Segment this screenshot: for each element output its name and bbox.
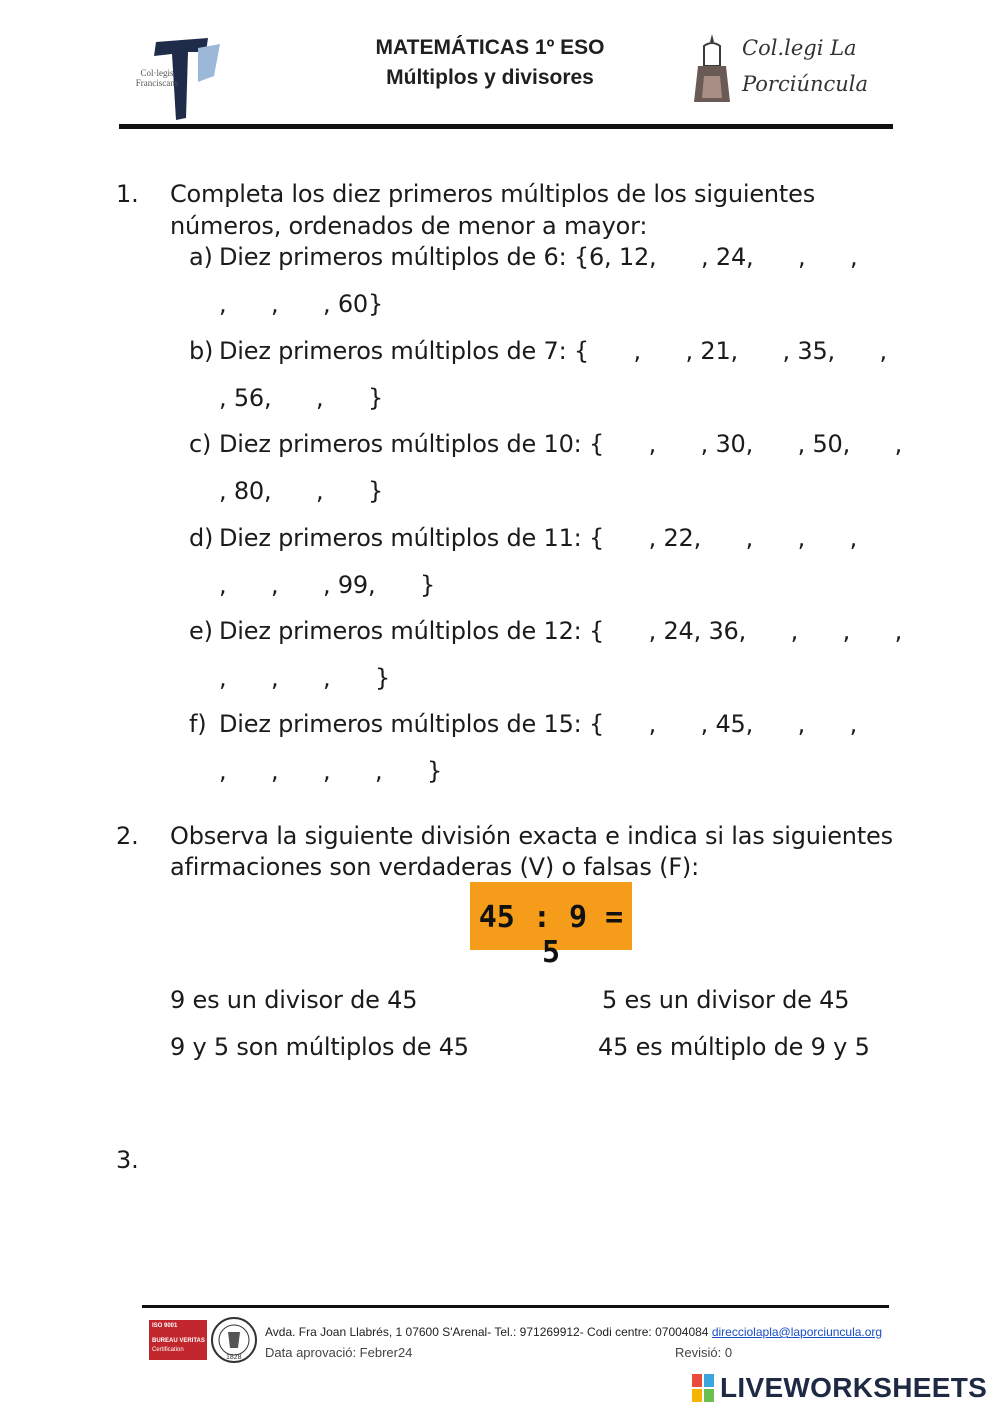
q1-item-line1[interactable]: Diez primeros múltiplos de 6: {6, 12, , 24, , , — [219, 243, 858, 271]
q1-number: 1. — [116, 180, 139, 208]
approval-date: Data aprovació: Febrer24 — [265, 1345, 413, 1360]
revision: Revisió: 0 — [675, 1345, 733, 1360]
footer-address — [265, 1325, 882, 1339]
q1-item-line1[interactable]: Diez primeros múltiplos de 15: { , , 45, , , — [219, 710, 858, 738]
q1-item-line1[interactable]: Diez primeros múltiplos de 12: { , 24, 36, , , , — [219, 617, 903, 645]
q1-item-line2[interactable]: , 56, , } — [219, 384, 384, 412]
chapel-icon — [690, 32, 736, 106]
right-logo-line1: Col.legi La — [742, 36, 857, 60]
cert-line2: BUREAU VERITAS — [152, 1338, 205, 1344]
header-title-line1: MATEMÁTICAS 1º ESO — [375, 36, 605, 59]
q1-item-letter: e) — [189, 617, 213, 645]
q3-number: 3. — [116, 1146, 139, 1174]
left-logo — [128, 34, 228, 122]
q1-item-line2[interactable]: , , , , } — [219, 757, 443, 785]
q1-item-line2[interactable]: , , , } — [219, 664, 391, 692]
equation-text: 45 : 9 = 5 — [478, 900, 624, 970]
q1-item-line2[interactable]: , 80, , } — [219, 477, 384, 505]
q1-item-letter: c) — [189, 430, 212, 458]
left-logo-text: Col·legis Franciscans — [135, 68, 179, 88]
footer-rule — [142, 1305, 889, 1308]
address-text: Avda. Fra Joan Llabrés, 1 07600 S'Arenal- Tel.: 971269912- Codi centre: 07004084 — [265, 1325, 709, 1339]
q1-text-line2: números, ordenados de menor a mayor: — [170, 212, 648, 240]
q2-text-line2: afirmaciones son verdaderas (V) o falsas (F): — [170, 853, 699, 881]
email-link[interactable]: direcciolapla@laporciuncula.org — [711, 1325, 883, 1339]
q1-item-line1[interactable]: Diez primeros múltiplos de 11: { , 22, , , , — [219, 524, 858, 552]
cert-badge — [149, 1320, 207, 1360]
q2-text-line1: Observa la siguiente división exacta e indica si las siguientes — [170, 822, 893, 850]
q1-item-line2[interactable]: , , , 60} — [219, 290, 384, 318]
liveworksheets-logo-icon — [692, 1374, 714, 1402]
cert-line1: ISO 9001 — [152, 1323, 178, 1329]
seal-year: 1828 — [226, 1354, 242, 1361]
q1-item-line2[interactable]: , , , 99, } — [219, 571, 436, 599]
q1-item-letter: b) — [189, 337, 214, 365]
right-logo — [690, 30, 869, 110]
statement-3[interactable]: 9 y 5 son múltiplos de 45 — [170, 1033, 469, 1061]
header-rule — [119, 124, 893, 129]
header-title-line2: Múltiplos y divisores — [386, 66, 594, 89]
q1-item-letter: f) — [189, 710, 207, 738]
q1-item-line1[interactable]: Diez primeros múltiplos de 7: { , , 21, , 35, , — [219, 337, 887, 365]
statement-2[interactable]: 5 es un divisor de 45 — [602, 986, 850, 1014]
statement-4[interactable]: 45 es múltiplo de 9 y 5 — [598, 1033, 870, 1061]
bureau-veritas-seal — [210, 1316, 258, 1364]
liveworksheets-brand[interactable]: LIVEWORKSHEETS — [720, 1372, 988, 1403]
q1-text-line1: Completa los diez primeros múltiplos de los siguientes — [170, 180, 815, 208]
q1-item-letter: a) — [189, 243, 213, 271]
statement-1[interactable]: 9 es un divisor de 45 — [170, 986, 418, 1014]
left-logo-mark: TOR — [197, 76, 218, 107]
right-logo-line2: Porciúncula — [742, 72, 869, 96]
q2-number: 2. — [116, 822, 139, 850]
cert-line3: Certification — [152, 1347, 184, 1353]
q1-item-line1[interactable]: Diez primeros múltiplos de 10: { , , 30, , 50, , — [219, 430, 903, 458]
q1-item-letter: d) — [189, 524, 214, 552]
